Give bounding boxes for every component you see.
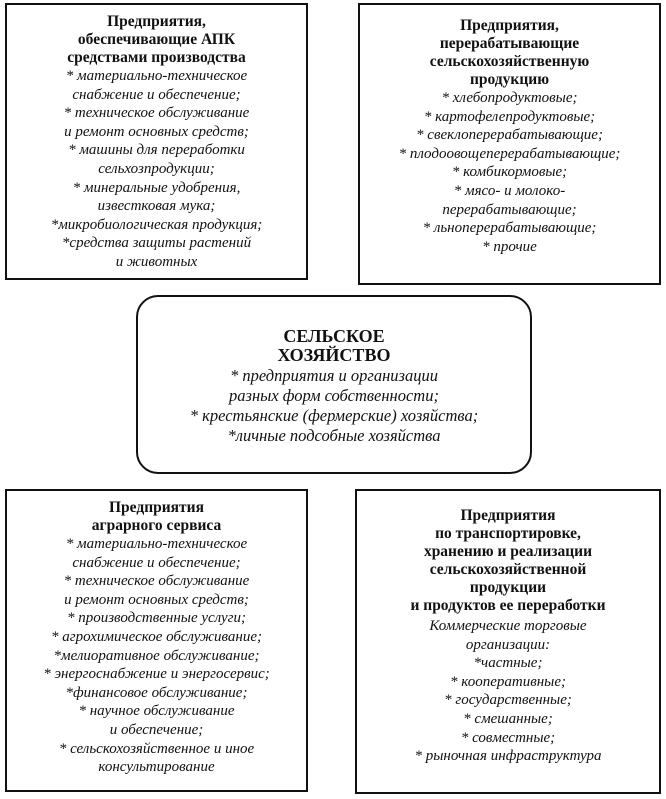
list-item: * материально-техническое (65, 536, 248, 552)
list-item: * льноперерабатывающие; (422, 220, 597, 237)
box-items (360, 89, 659, 256)
list-item: * картофелепродуктовые; (423, 108, 596, 125)
list-item: * свеклоперерабатывающие; (416, 127, 603, 144)
title-line: и продуктов ее переработки (410, 597, 606, 614)
list-item: *личные подсобные хозяйства (227, 426, 441, 445)
box-title (7, 13, 306, 67)
list-item: *мелиоративное обслуживание; (53, 647, 260, 664)
title-line: Предприятия, (460, 17, 559, 34)
box-transport-storage-sales (355, 489, 661, 794)
title-line: по транспортировке, (435, 525, 581, 542)
list-item: и животных (115, 253, 198, 270)
list-item: * машины для переработки (68, 142, 245, 159)
list-item: консультирование (98, 759, 215, 776)
list-item: * хлебопродуктовые; (441, 90, 578, 106)
list-item: *финансовое обслуживание; (65, 684, 248, 701)
list-item: * совместные; (460, 729, 556, 746)
box-title (360, 17, 659, 89)
list-item: организации: (465, 636, 551, 653)
title-line: сельскохозяйственной (429, 561, 587, 578)
title-line: СЕЛЬСКОЕ (283, 326, 385, 346)
list-item: * техническое обслуживание (63, 105, 250, 122)
list-item: *средства защиты растений (61, 235, 252, 252)
list-item: * рыночная инфраструктура (414, 748, 602, 765)
box-items (138, 366, 530, 446)
title-line: хранению и реализации (423, 543, 593, 560)
list-item: * техническое обслуживание (63, 573, 250, 590)
list-item: * предприятия и организации (230, 366, 438, 385)
list-item: снабжение и обеспечение; (72, 554, 241, 571)
list-item: * смешанные; (463, 710, 553, 727)
list-item: *частные; (473, 655, 543, 672)
list-item: * минеральные удобрения, (72, 179, 241, 196)
list-item: * крестьянские (фермерские) хозяйства; (189, 406, 479, 425)
box-items (7, 535, 306, 777)
list-item: Коммерческие торговые (429, 618, 587, 634)
list-item: разных форм собственности; (229, 386, 439, 405)
list-item: * производственные услуги; (66, 610, 247, 627)
title-line: сельскохозяйственную (429, 53, 590, 70)
box-agriculture-center (136, 295, 532, 474)
list-item: и ремонт основных средств; (64, 591, 249, 608)
list-item: снабжение и обеспечение; (72, 86, 241, 103)
box-agrarian-service (5, 489, 308, 792)
list-item: * комбикормовые; (451, 164, 568, 181)
box-items (357, 617, 659, 766)
box-agro-means-of-production (5, 3, 308, 280)
title-line: продукции (469, 579, 547, 596)
list-item: * кооперативные; (450, 673, 566, 690)
list-item: * агрохимическое обслуживание; (50, 628, 263, 645)
box-title (138, 327, 530, 365)
list-item: сельхозпродукции; (98, 160, 215, 177)
title-line: Предприятия, (107, 13, 206, 30)
title-line: обеспечивающие АПК (77, 31, 236, 48)
title-line: Предприятия (109, 499, 204, 516)
list-item: * материально-техническое (65, 68, 248, 84)
list-item: перерабатывающие; (442, 201, 577, 218)
list-item: и обеспечение; (109, 721, 204, 738)
list-item: * плодоовощеперерабатывающие; (398, 145, 621, 162)
list-item: *микробиологическая продукция; (50, 216, 263, 233)
list-item: * энергоснабжение и энергосервис; (43, 666, 270, 683)
title-line: аграрного сервиса (91, 517, 222, 534)
list-item: * сельскохозяйственное и иное (58, 740, 255, 757)
box-items (7, 67, 306, 272)
list-item: * государственные; (444, 692, 572, 709)
list-item: * научное обслуживание (78, 703, 235, 720)
title-line: ХОЗЯЙСТВО (277, 345, 391, 365)
title-line: перерабатывающие (439, 35, 580, 52)
box-processing-enterprises (358, 3, 661, 285)
list-item: * мясо- и молоко- (453, 182, 566, 199)
box-title (7, 499, 306, 535)
title-line: Предприятия (460, 507, 556, 524)
box-title (357, 507, 659, 615)
title-line: средствами производства (67, 49, 246, 66)
list-item: известковая мука; (97, 198, 216, 215)
title-line: продукцию (469, 71, 550, 88)
list-item: * прочие (482, 238, 537, 255)
list-item: и ремонт основных средств; (64, 123, 249, 140)
